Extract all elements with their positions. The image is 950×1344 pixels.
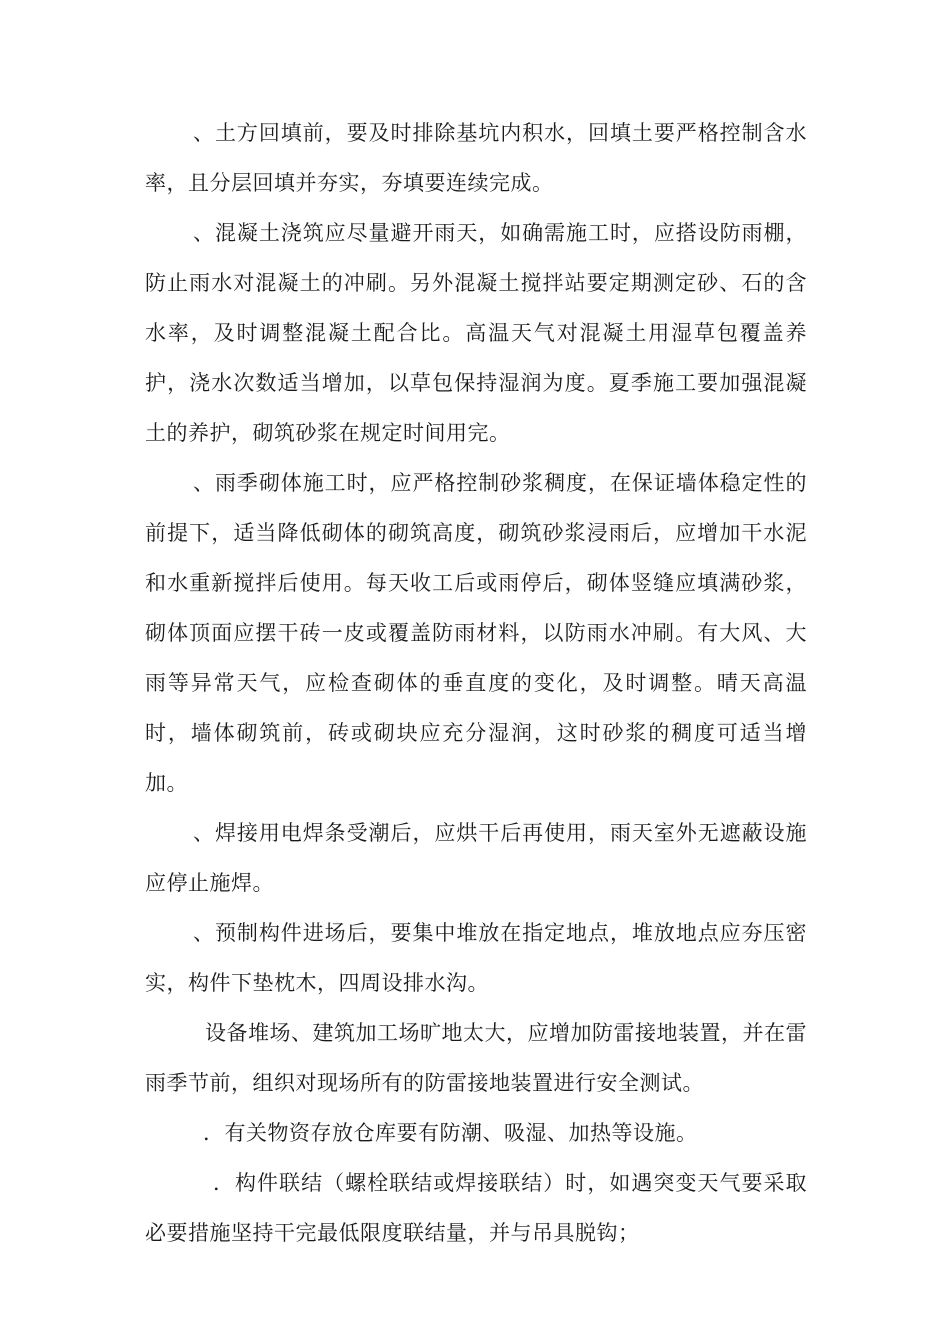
- paragraph-backfill: 、土方回填前，要及时排除基坑内积水，回填土要严格控制含水率，且分层回填并夯实，夯填要连续完成。: [145, 121, 807, 195]
- paragraph-warehouse: ．有关物资存放仓库要有防潮、吸湿、加热等设施。: [203, 1121, 698, 1145]
- paragraph-concrete: 、混凝土浇筑应尽量避开雨天，如确需施工时，应搭设防雨棚，防止雨水对混凝土的冲刷。另外混凝土搅拌站要定期测定砂、石的含水率，及时调整混凝土配合比。高温天气对混凝土用湿草包覆盖养护，浇水次数适当增加，以草包保持湿润为度。夏季施工要加强混凝土的养护，砌筑砂浆在规定时间用完。: [145, 221, 807, 445]
- paragraph-connection: ．构件联结（螺栓联结或焊接联结）时，如遇突变天气要采取必要措施坚持干完最低限度联结量，并与吊具脱钩；: [145, 1171, 807, 1245]
- paragraph-welding: 、焊接用电焊条受潮后，应烘干后再使用，雨天室外无遮蔽设施应停止施焊。: [145, 821, 807, 895]
- paragraph-masonry: 、雨季砌体施工时，应严格控制砂浆稠度，在保证墙体稳定性的前提下，适当降低砌体的砌筑高度，砌筑砂浆浸雨后，应增加干水泥和水重新搅拌后使用。每天收工后或雨停后，砌体竖缝应填满砂浆，砌体顶面应摆干砖一皮或覆盖防雨材料，以防雨水冲刷。有大风、大雨等异常天气，应检查砌体的垂直度的变化，及时调整。晴天高温时，墙体砌筑前，砖或砌块应充分湿润，这时砂浆的稠度可适当增加。: [145, 471, 807, 795]
- document-body: [145, 108, 807, 1258]
- paragraph-precast: 、预制构件进场后，要集中堆放在指定地点，堆放地点应夯压密实，构件下垫枕木，四周设排水沟。: [145, 921, 807, 995]
- paragraph-lightning: 设备堆场、建筑加工场旷地太大，应增加防雷接地装置，并在雷雨季节前，组织对现场所有的防雷接地装置进行安全测试。: [145, 1021, 807, 1095]
